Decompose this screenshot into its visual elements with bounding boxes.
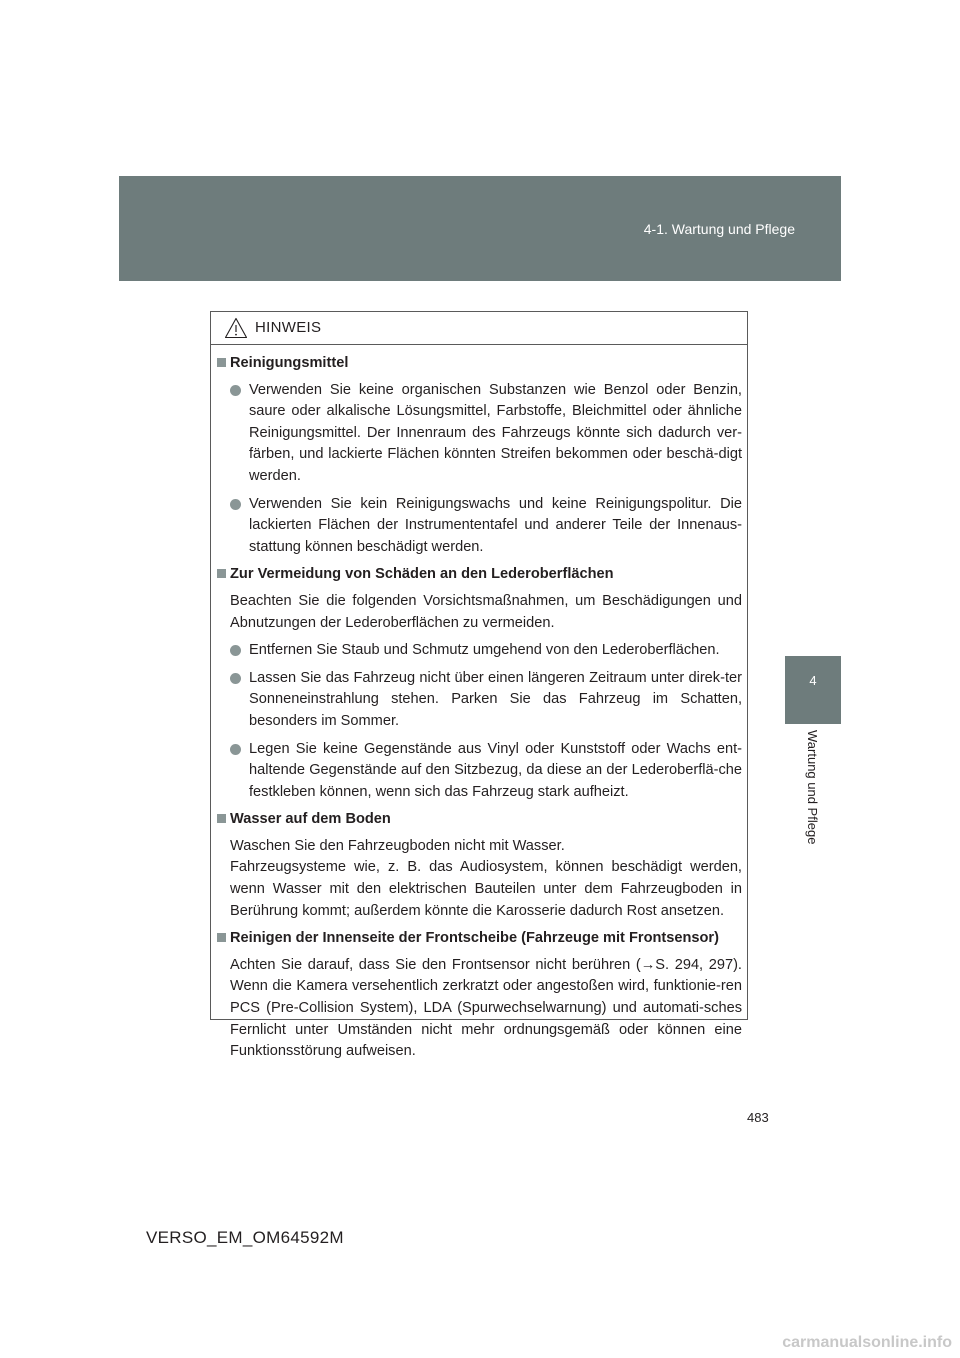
section-heading-lederoberflaechen: Zur Vermeidung von Schäden an den Lederoberflächen bbox=[217, 564, 742, 586]
list-item bbox=[217, 668, 742, 733]
bullet-dot-icon bbox=[230, 673, 241, 684]
section-title: 4-1. Wartung und Pflege bbox=[643, 221, 795, 237]
bullet-dot-icon bbox=[230, 645, 241, 656]
list-item bbox=[217, 494, 742, 559]
page-number: 483 bbox=[747, 1110, 769, 1125]
section-heading-wasser-auf-dem-boden: Wasser auf dem Boden bbox=[217, 809, 742, 831]
chapter-tab-label: Wartung und Pflege bbox=[805, 730, 820, 845]
section-heading-reinigungsmittel: Reinigungsmittel bbox=[217, 353, 742, 375]
list-item-text: Entfernen Sie Staub und Schmutz umgehend von den Lederoberflächen. bbox=[249, 642, 720, 659]
list-item bbox=[217, 380, 742, 488]
list-item-text: Lassen Sie das Fahrzeug nicht über einen längeren Zeitraum unter direk-ter Sonneneinstrahlung stehen. Parken Sie das Fahrzeug im Schatten, besonders im Sommer. bbox=[249, 669, 742, 729]
list-item-text: Verwenden Sie kein Reinigungswachs und keine Reinigungspolitur. Die lackierten Flächen der Instrumententafel und anderer Teile der Innenaus-stattung können beschädigt werden. bbox=[249, 495, 742, 555]
chapter-tab-number[interactable]: 4 bbox=[785, 656, 841, 724]
warning-triangle-icon bbox=[224, 317, 248, 339]
list-item bbox=[217, 640, 742, 662]
section-intro-text: Waschen Sie den Fahrzeugboden nicht mit Wasser. bbox=[230, 837, 565, 854]
chapter-tab-label-container bbox=[785, 730, 841, 870]
bullet-dot-icon bbox=[230, 744, 241, 755]
watermark-text: carmanualsonline.info bbox=[782, 1334, 952, 1351]
document-code: VERSO_EM_OM64592M bbox=[146, 1228, 344, 1247]
section-intro-text: Achten Sie darauf, dass Sie den Frontsensor nicht berühren (→S. 294, 297). Wenn die Kamera versehentlich zerkratzt oder angestoßen wird, funktionie-ren PCS (Pre-Collision System), LDA (Spurwechselwarnung) und automati-sches Fernlicht unter Umständen nicht mehr ordnungsgemäß oder können eine Funktionsstörung aufweisen. bbox=[230, 956, 742, 1060]
notice-body bbox=[211, 345, 747, 1063]
section-intro-text: Beachten Sie die folgenden Vorsichtsmaßnahmen, um Beschädigungen und Abnutzungen der Lederoberflächen zu vermeiden. bbox=[230, 592, 742, 631]
section-intro-text: Fahrzeugsysteme wie, z. B. das Audiosystem, können beschädigt werden, wenn Wasser mit den elektrischen Bauteilen unter dem Fahrzeugboden in Berührung kommt; außerdem könnte die Karosserie dadurch Rost ansetzen. bbox=[230, 859, 742, 919]
list-item bbox=[217, 739, 742, 804]
list-item-text: Legen Sie keine Gegenstände aus Vinyl oder Kunststoff oder Wachs ent-haltende Gegenstände auf den Sitzbezug, da diese an der Lederoberflä-che festkleben können, wenn sich das Fahrzeug stark aufheizt. bbox=[249, 740, 742, 800]
notice-box bbox=[210, 311, 748, 1060]
section-heading-frontscheibe: Reinigen der Innenseite der Frontscheibe (Fahrzeuge mit Frontsensor) bbox=[217, 928, 742, 950]
bullet-dot-icon bbox=[230, 499, 241, 510]
bullet-dot-icon bbox=[230, 385, 241, 396]
notice-header bbox=[211, 312, 747, 345]
chapter-header-band bbox=[119, 176, 841, 281]
notice-title: HINWEIS bbox=[255, 319, 322, 336]
list-item-text: Verwenden Sie keine organischen Substanzen wie Benzol oder Benzin, saure oder alkalische Lösungsmittel, Farbstoffe, Bleichmittel oder ähnliche Reinigungsmittel. Der Innenraum des Fahrzeugs könnte sich dadurch ver-färben, und lackierte Flächen könnten Streifen bekommen oder beschä-digt werden. bbox=[249, 381, 742, 484]
